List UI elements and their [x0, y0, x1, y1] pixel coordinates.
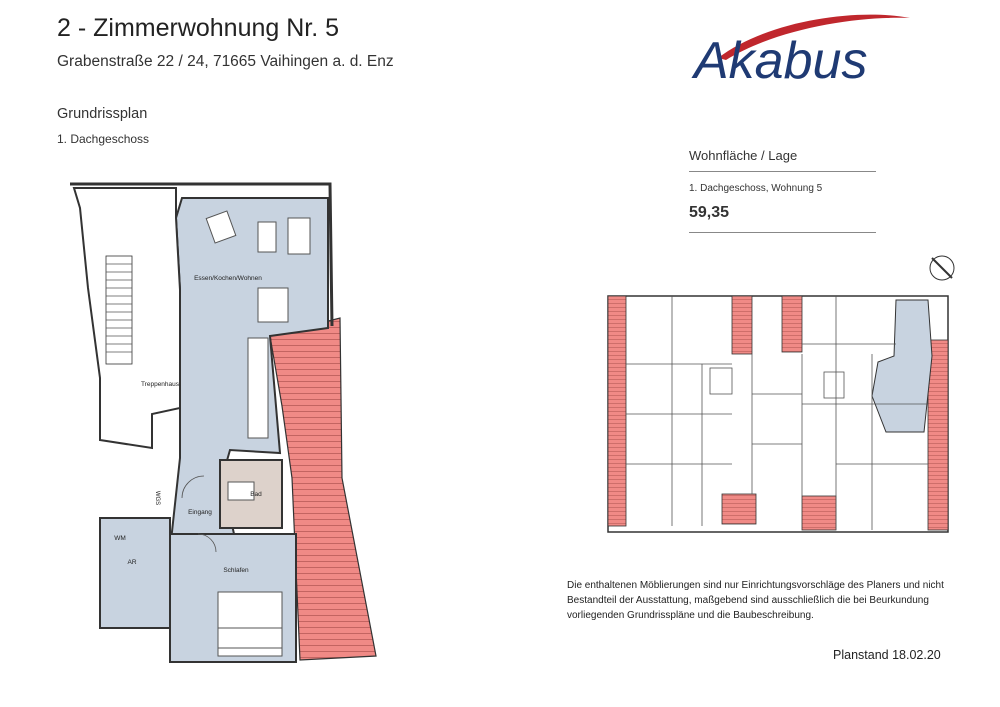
- overview-roof: [608, 296, 626, 526]
- area-divider-top: [689, 171, 876, 172]
- overview-roof: [732, 296, 752, 354]
- room-label-wgs: WGS: [154, 490, 160, 506]
- floor-plan-overview: [602, 244, 964, 536]
- address: Grabenstraße 22 / 24, 71665 Vaihingen a. d. Enz: [57, 53, 394, 70]
- room-label-bath: Bad: [250, 491, 262, 498]
- logo-text: Akabus: [694, 32, 868, 90]
- overview-roof: [802, 496, 836, 530]
- storage-room: [100, 518, 170, 628]
- room-label-bedroom: Schlafen: [223, 567, 249, 574]
- akabus-logo: [688, 10, 918, 90]
- plan-date: Planstand 18.02.20: [833, 648, 941, 662]
- disclaimer-text: Die enthaltenen Möblierungen sind nur Einrichtungsvorschläge des Planers und nicht Bestandteil der Ausstattung, maßgebend sind ausschließlich die bei Beurkundung vorliegenden Grundrisspläne und die Baubeschreibung.: [567, 580, 944, 621]
- stair-steps: [106, 256, 132, 364]
- room-label-wm: WM: [114, 535, 126, 542]
- page-title: 2 - Zimmerwohnung Nr. 5: [57, 14, 340, 42]
- area-heading: Wohnfläche / Lage: [689, 148, 798, 163]
- overview-roof: [782, 296, 802, 352]
- floor-plan-main: [60, 178, 400, 673]
- area-divider-bottom: [689, 232, 876, 233]
- room-label-storage: AR: [127, 559, 137, 566]
- area-value: 59,35: [689, 204, 730, 221]
- area-subtitle: 1. Dachgeschoss, Wohnung 5: [689, 183, 823, 194]
- plan-label: Grundrissplan: [57, 106, 148, 122]
- room-label-living: Essen/Kochen/Wohnen: [194, 275, 262, 282]
- north-arrow-icon: [930, 256, 954, 280]
- floor-label: 1. Dachgeschoss: [57, 132, 150, 146]
- room-label-stairs: Treppenhaus: [140, 381, 180, 388]
- overview-roof: [722, 494, 756, 524]
- room-label-entrance: Eingang: [188, 509, 212, 516]
